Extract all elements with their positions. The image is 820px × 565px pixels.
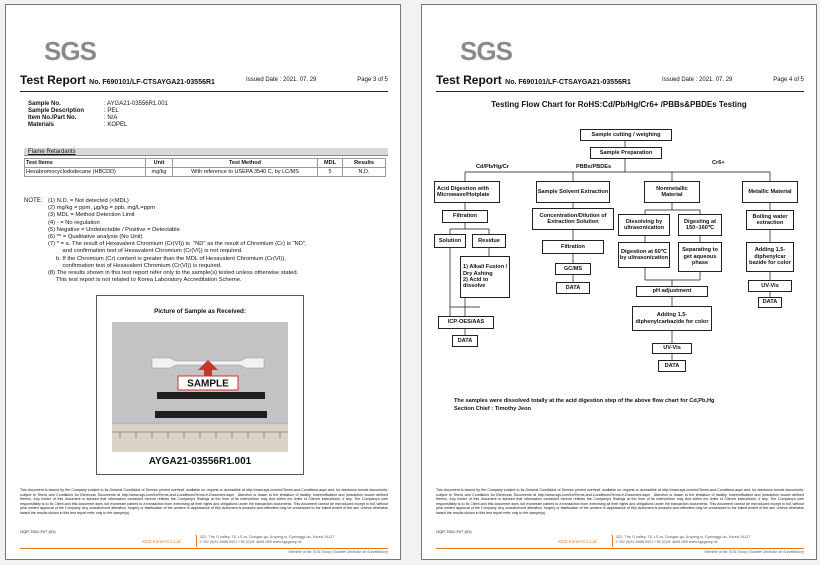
flow-box-digestion-60: Digestion at 60℃ by ultrasonication xyxy=(618,242,670,268)
table-row: Hexabromocyclododecane (HBCDD) mg/kg With reference to USEPA 3540 C, by LC/MS 5 N.D. xyxy=(25,168,386,177)
header-rule xyxy=(436,91,804,92)
sample-photo-frame xyxy=(96,295,304,475)
flow-box-ph-adjustment: pH adjustment xyxy=(636,286,708,297)
note-label: NOTE: xyxy=(24,198,43,204)
report-page-4 xyxy=(421,4,817,560)
sample-label: SAMPLE xyxy=(187,378,229,390)
info-row: Sample No. : AYGA21-03556R1.001 xyxy=(28,101,168,107)
report-header xyxy=(436,73,804,89)
flow-box-data-gcms: DATA xyxy=(556,282,590,294)
form-number: OQP-7001-F07 (01) xyxy=(20,529,56,534)
footer-rule xyxy=(436,548,804,549)
flow-box-uvvis-nonmetal: UV-Vis xyxy=(652,343,692,354)
flow-box-concentration: Concentration/Dilution of Extraction Solution xyxy=(532,208,614,230)
flow-box-filtration-2: Filtration xyxy=(542,240,604,254)
flow-box-digesting-150: Digesting at 150~160℃ xyxy=(678,214,722,236)
sgs-logo: SGS xyxy=(44,36,96,66)
results-table xyxy=(24,158,386,177)
page-number: Page 4 of 5 xyxy=(773,77,804,83)
flow-box-nonmetallic: Nonmetallic Material xyxy=(644,181,700,203)
sample-id: AYGA21-03556R1.001 xyxy=(148,456,252,467)
flow-box-solution: Solution xyxy=(434,234,466,248)
report-number: No. F690101/LF-CTSAYGA21-03556R1 xyxy=(505,79,631,86)
section-chief: Section Chief : Timothy Jeon xyxy=(454,406,531,412)
member-line: Member of the SGS Group (Société Générale de Surveillance) xyxy=(704,550,804,554)
company-name: SGS Korea Co.,Ltd. xyxy=(142,539,182,544)
sample-photo xyxy=(112,322,288,452)
flow-box-residue: Residue xyxy=(472,234,506,248)
flow-box-uvvis-metal: UV-Vis xyxy=(748,280,792,292)
report-page-3 xyxy=(5,4,401,560)
flow-label-pbbs-pbdes: PBBs/PBDEs xyxy=(576,164,612,170)
footer-bar xyxy=(20,529,388,555)
company-contact: t +82 (0)31 4608 000 f +82 (0)31 4608 059 www.sgsgroup.kr xyxy=(616,540,718,544)
flow-label-cr6: Cr6+ xyxy=(712,160,725,166)
page-number: Page 3 of 5 xyxy=(357,77,388,83)
notes-list: (1) N.D. = Not detected (<MDL) (2) mg/kg = ppm, μg/kg = ppb, mg/L=ppm (3) MDL = Method Detection Limit (4) - = No regulation (5) Negative = Undetectable / Positive = Detectable (6) ** = Qualitative analysis (No Unit) (7) * = a. The result of Hexavalent Chromium (Cr(VI)) is "ND" as the result of Chromium (Cr) is "ND", and confirmation test of Hexavalent Chromium (Cr(VI)) is not required. b. If the Chromium (Cr) content is greater than the MDL of Hexavalent Chromium (Cr(VI)), confirmation test of Hexavalent Chromium (Cr(VI)) is required. (8) The results shown in this test report refer only to the sample(s) tested unless otherwise stated. This test report is not related to Korea Laboratory Accreditation Scheme. xyxy=(48,198,307,284)
flow-label-cd-pb-hg-cr: Cd/Pb/Hg/Cr xyxy=(476,164,509,170)
form-number: OQP-7001-F07 (01) xyxy=(436,529,472,534)
flow-box-data-icp: DATA xyxy=(452,335,478,347)
flow-box-adding-nonmetal: Adding 1,5-diphenylcarbazide for color xyxy=(632,306,712,331)
issued-date: Issued Date : 2021. 07. 29 xyxy=(662,77,733,83)
company-name: SGS Korea Co.,Ltd. xyxy=(558,539,598,544)
flow-box-solvent-extraction: Sample Solvent Extraction xyxy=(536,181,610,203)
flow-box-acid-digestion: Acid Digestion with Microwave/Hotplate xyxy=(434,181,500,203)
table-header-row: Test Items Unit Test Method MDL Results xyxy=(25,159,386,168)
footer-bar xyxy=(436,529,804,555)
sgs-logo: SGS xyxy=(460,36,512,66)
company-address: 322, The O valley, 76, LS-ro, Dongan-gu, Anyang-si, Gyeonggi-do, Korea 14117 xyxy=(616,535,751,539)
section-bar: Flame Retardants xyxy=(24,148,388,156)
footer-divider xyxy=(612,535,613,547)
flow-box-filtration-1: Filtration xyxy=(442,210,488,223)
report-title: Test Report xyxy=(20,73,86,87)
flow-box-metallic: Metallic Material xyxy=(742,181,798,203)
flow-box-separating: Separating to get aqueous phase xyxy=(678,242,722,272)
report-number: No. F690101/LF-CTSAYGA21-03556R1 xyxy=(89,79,215,86)
flow-box-adding-metal: Adding 1,5-diphenylcar bazide for color xyxy=(746,242,794,272)
member-line: Member of the SGS Group (Société Générale de Surveillance) xyxy=(288,550,388,554)
issued-date: Issued Date : 2021. 07. 29 xyxy=(246,77,317,83)
flow-box-data-metal: DATA xyxy=(758,297,782,308)
report-header xyxy=(20,73,388,89)
report-title: Test Report xyxy=(436,73,502,87)
flow-chart xyxy=(430,120,810,390)
flow-box-dissolving: Dissolving by ultrasonication xyxy=(618,214,670,236)
flow-box-cutting: Sample cutting / weighing xyxy=(580,129,672,141)
flowchart-title: Testing Flow Chart for RoHS:Cd/Pb/Hg/Cr6+ /PBBs&PBDEs Testing xyxy=(491,100,747,109)
footer-disclaimer: This document is issued by the Company subject to its General Conditions of Service printed overleaf, available on request or accessible at http://www.sgs.com/en/Terms-and-Conditions.aspx and, for electronic format documents, subject to Terms and Conditions for Electronic Documents at http://www.sgs.com/en/Terms-and-Conditions/Terms-e-Document.aspx . Attention is drawn to the limitation of liability, indemnification and jurisdiction issues defined therein. Any holder of this document is advised that information contained hereon reflects the Company's findings at the time of its intervention only and within the limits of Client's instructions, if any. The Company's sole responsibility is to its Client and this document does not exonerate parties to a transaction from exercising all their rights and obligations under the transaction documents. This document cannot be reproduced except in full, without prior written approval of the Company. Any unauthorized alteration, forgery or falsification of the content or appearance of this document is unlawful and offenders may be prosecuted to the fullest extent of the law. Unless otherwise stated the results shown in this test report refer only to the sample(s). xyxy=(436,488,804,515)
sample-info xyxy=(28,101,168,129)
footer-rule xyxy=(20,548,388,549)
flow-box-icp-oes: ICP-OES/AAS xyxy=(438,316,494,329)
flow-box-data-nonmetal: DATA xyxy=(658,360,686,372)
flow-box-gcms: GC/MS xyxy=(555,263,591,275)
flow-box-alkali-fusion: 1) Alkali Fusion / Dry Ashing 2) Acid to dissolve xyxy=(460,256,510,298)
info-row: Sample Description : PEL xyxy=(28,108,119,114)
flow-box-preparation: Sample Preparation xyxy=(590,147,662,159)
photo-title: Picture of Sample as Received: xyxy=(154,308,246,315)
flow-box-boiling-water: Boiling water extraction xyxy=(746,210,794,230)
info-row: Materials : KOPEL xyxy=(28,122,128,128)
company-contact: t +82 (0)31 4608 000 f +82 (0)31 4608 059 www.sgsgroup.kr xyxy=(200,540,302,544)
header-rule xyxy=(20,91,388,92)
footer-divider xyxy=(196,535,197,547)
statement: The samples were dissolved totally at the acid digestion step of the above flow chart for Cd,Pb,Hg xyxy=(454,398,715,404)
footer-disclaimer: This document is issued by the Company subject to its General Conditions of Service printed overleaf, available on request or accessible at http://www.sgs.com/en/Terms-and-Conditions.aspx and, for electronic format documents, subject to Terms and Conditions for Electronic Documents at http://www.sgs.com/en/Terms-and-Conditions/Terms-e-Document.aspx . Attention is drawn to the limitation of liability, indemnification and jurisdiction issues defined therein. Any holder of this document is advised that information contained hereon reflects the Company's findings at the time of its intervention only and within the limits of Client's instructions, if any. The Company's sole responsibility is to its Client and this document does not exonerate parties to a transaction from exercising all their rights and obligations under the transaction documents. This document cannot be reproduced except in full, without prior written approval of the Company. Any unauthorized alteration, forgery or falsification of the content or appearance of this document is unlawful and offenders may be prosecuted to the fullest extent of the law. Unless otherwise stated the results shown in this test report refer only to the sample(s). xyxy=(20,488,388,515)
company-address: 322, The O valley, 76, LS-ro, Dongan-gu, Anyang-si, Gyeonggi-do, Korea 14117 xyxy=(200,535,335,539)
info-row: Item No./Part No. : N/A xyxy=(28,115,118,121)
